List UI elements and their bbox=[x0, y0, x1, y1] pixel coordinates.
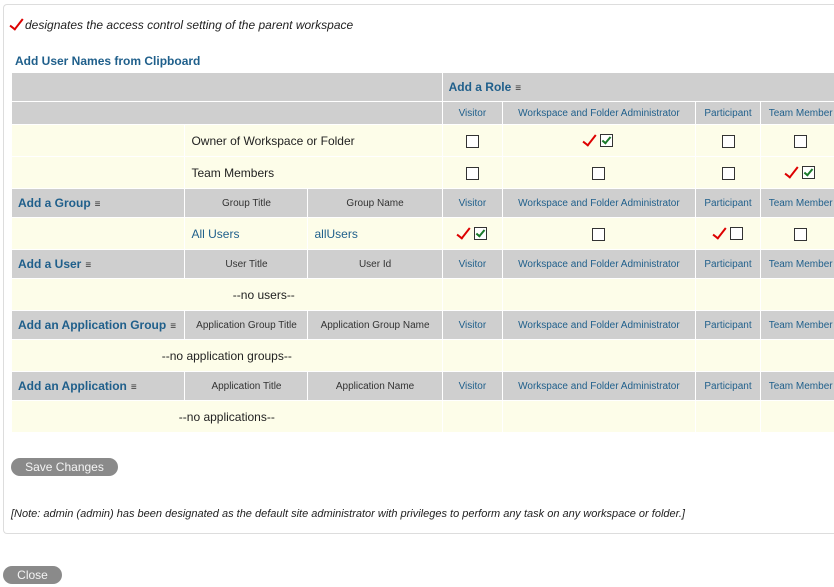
table-row bbox=[12, 157, 834, 189]
col-admin: Workspace and Folder Administrator bbox=[503, 189, 696, 218]
checkbox[interactable] bbox=[802, 166, 815, 179]
col-team-member: Team Member bbox=[761, 102, 834, 125]
col-participant: Participant bbox=[695, 311, 761, 340]
add-role-link[interactable]: Add a Role bbox=[448, 80, 512, 94]
role-name: Owner of Workspace or Folder bbox=[185, 125, 442, 157]
checkbox[interactable] bbox=[794, 228, 807, 241]
legend bbox=[11, 18, 353, 32]
checkbox[interactable] bbox=[592, 228, 605, 241]
app-header-row bbox=[12, 372, 834, 401]
checkbox[interactable] bbox=[592, 167, 605, 180]
group-title-link[interactable]: All Users bbox=[185, 218, 308, 250]
col-team-member: Team Member bbox=[761, 250, 834, 279]
col-user-id: User Id bbox=[308, 250, 442, 279]
col-visitor: Visitor bbox=[442, 189, 503, 218]
red-check-icon bbox=[11, 18, 19, 32]
col-participant: Participant bbox=[695, 189, 761, 218]
add-group-link[interactable]: Add a Group bbox=[18, 196, 91, 210]
checkbox[interactable] bbox=[722, 135, 735, 148]
role-columns-row bbox=[12, 102, 834, 125]
red-check-icon bbox=[786, 166, 794, 180]
col-group-title: Group Title bbox=[185, 189, 308, 218]
table-row bbox=[12, 125, 834, 157]
col-team-member: Team Member bbox=[761, 189, 834, 218]
red-check-icon bbox=[584, 134, 592, 148]
col-group-name: Group Name bbox=[308, 189, 442, 218]
save-changes-button[interactable]: Save Changes bbox=[11, 458, 118, 476]
admin-note: [Note: admin (admin) has been designated as the default site administrator with privileges to perform any task on any workspace or folder.] bbox=[11, 508, 685, 520]
col-app-name: Application Name bbox=[308, 372, 442, 401]
col-app-group-title: Application Group Title bbox=[185, 311, 308, 340]
close-button[interactable]: Close bbox=[3, 566, 62, 584]
permissions-table bbox=[11, 72, 834, 433]
add-app-group-link[interactable]: Add an Application Group bbox=[18, 318, 167, 332]
checkbox[interactable] bbox=[600, 134, 613, 147]
col-user-title: User Title bbox=[185, 250, 308, 279]
col-admin: Workspace and Folder Administrator bbox=[503, 372, 696, 401]
sort-icon[interactable]: ≡ bbox=[170, 321, 177, 332]
empty-message: --no users-- bbox=[12, 279, 443, 311]
empty-message: --no application groups-- bbox=[12, 340, 443, 372]
role-header-row bbox=[12, 73, 834, 102]
checkbox[interactable] bbox=[474, 227, 487, 240]
checkbox[interactable] bbox=[722, 167, 735, 180]
col-admin: Workspace and Folder Administrator bbox=[503, 311, 696, 340]
add-from-clipboard-link[interactable]: Add User Names from Clipboard bbox=[15, 54, 201, 68]
col-app-group-name: Application Group Name bbox=[308, 311, 442, 340]
col-admin: Workspace and Folder Administrator bbox=[503, 250, 696, 279]
app-group-header-row bbox=[12, 311, 834, 340]
sort-icon[interactable]: ≡ bbox=[515, 83, 522, 94]
col-participant: Participant bbox=[695, 372, 761, 401]
group-header-row bbox=[12, 189, 834, 218]
sort-icon[interactable]: ≡ bbox=[94, 199, 101, 210]
checkbox[interactable] bbox=[730, 227, 743, 240]
red-check-icon bbox=[714, 227, 722, 241]
checkbox[interactable] bbox=[794, 135, 807, 148]
col-app-title: Application Title bbox=[185, 372, 308, 401]
empty-message: --no applications-- bbox=[12, 401, 443, 433]
add-app-link[interactable]: Add an Application bbox=[18, 379, 127, 393]
col-visitor: Visitor bbox=[442, 250, 503, 279]
role-name: Team Members bbox=[185, 157, 442, 189]
sort-icon[interactable]: ≡ bbox=[130, 382, 137, 393]
col-team-member: Team Member bbox=[761, 311, 834, 340]
table-row bbox=[12, 279, 834, 311]
table-row bbox=[12, 401, 834, 433]
checkbox[interactable] bbox=[466, 167, 479, 180]
col-participant: Participant bbox=[695, 250, 761, 279]
col-participant: Participant bbox=[695, 102, 761, 125]
table-row bbox=[12, 340, 834, 372]
col-visitor: Visitor bbox=[442, 311, 503, 340]
checkbox[interactable] bbox=[466, 135, 479, 148]
col-visitor: Visitor bbox=[442, 102, 503, 125]
col-admin: Workspace and Folder Administrator bbox=[503, 102, 696, 125]
add-user-link[interactable]: Add a User bbox=[18, 257, 82, 271]
red-check-icon bbox=[458, 227, 466, 241]
legend-text: designates the access control setting of the parent workspace bbox=[25, 18, 354, 32]
col-team-member: Team Member bbox=[761, 372, 834, 401]
sort-icon[interactable]: ≡ bbox=[85, 260, 92, 271]
col-visitor: Visitor bbox=[442, 372, 503, 401]
user-header-row bbox=[12, 250, 834, 279]
group-name-link[interactable]: allUsers bbox=[308, 218, 442, 250]
table-row bbox=[12, 218, 834, 250]
